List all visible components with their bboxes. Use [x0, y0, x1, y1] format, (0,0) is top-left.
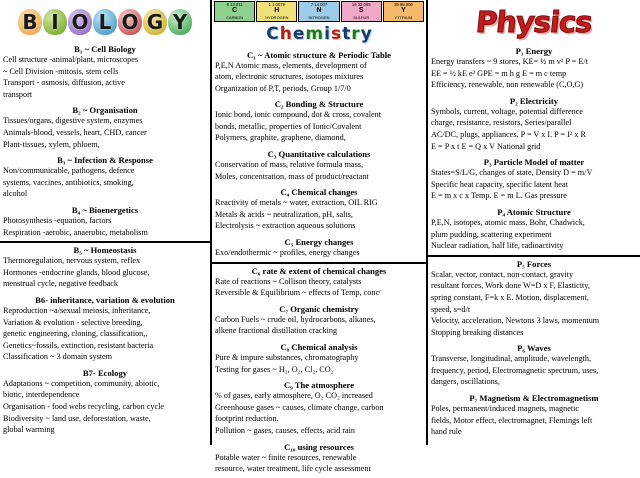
- element-name: SULFUR: [353, 14, 370, 20]
- biology-title-letter: Y: [168, 9, 192, 35]
- periodic-cell: [341, 1, 382, 22]
- physics-column: [428, 0, 640, 445]
- section-line: Greenhouse gases ~ causes, climate change, carbon: [215, 402, 384, 412]
- section-line: ~ Cell Division -mitosis, stem cells: [3, 66, 119, 76]
- section-line: Genetics~fossils, extinction, resistant bacteria: [3, 340, 154, 350]
- physics-section-p7: [428, 391, 640, 441]
- section-line: transport: [3, 89, 33, 99]
- section-line: Transport - osmosis, diffusion, active: [3, 78, 125, 88]
- element-symbol: C: [232, 7, 238, 14]
- section-line: Energy transfers ~ 9 stores, KE= ½ m v² P = E/t: [431, 57, 588, 66]
- element-mass: 14.007: [314, 2, 328, 7]
- chemistry-letter: y: [360, 24, 372, 44]
- biology-section-b1: [0, 42, 210, 103]
- section-line: Thermoregulation, nervous system, reflex: [3, 256, 141, 266]
- section-heading: C₁ ~ Atomic structure & Periodic Table: [247, 49, 391, 60]
- section-line: Pure & impure substances, chromatography: [215, 353, 359, 362]
- element-symbol: H: [274, 7, 280, 14]
- section-heading: C₇ Organic chemistry: [279, 303, 359, 314]
- section-line: plum pudding, scattering experiment: [431, 229, 552, 239]
- element-number: 39: [394, 2, 399, 7]
- chemistry-section-c3: [212, 147, 426, 185]
- chemistry-section-c6: [212, 264, 426, 302]
- chemistry-section-c10: [212, 440, 426, 478]
- section-line: Hormones -endocrine glands, blood glucose,: [3, 267, 150, 277]
- section-heading: P₁ Energy: [515, 46, 553, 56]
- section-line: speed, s=d/t: [431, 304, 471, 314]
- biology-title-letter: O: [118, 9, 142, 35]
- section-line: Tissues/organs, digestive system, enzymes: [3, 116, 143, 126]
- section-line: Pollution ~ gases, causes, effects, acid rain: [215, 425, 356, 435]
- section-line: AC/DC, plugs, appliances. P = V x I. P = I² x R: [431, 129, 586, 139]
- section-line: alkene fractional distillation cracking: [215, 326, 338, 336]
- section-heading: B₂ ~ Organisation: [72, 105, 138, 116]
- section-line: hand rule: [431, 427, 462, 437]
- element-number: 6: [226, 2, 229, 7]
- section-heading: C₅ Energy changes: [284, 237, 354, 248]
- section-line: Adaptations ~ competition, community, abiotic,: [3, 378, 160, 388]
- section-line: biotic, interdependence: [3, 390, 80, 400]
- element-mass: 1.0079: [272, 2, 285, 7]
- section-line: Velocity, acceleration, Newtons 3 laws, momentum: [431, 316, 600, 326]
- physics-section-p5: [428, 257, 640, 342]
- section-heading: B₄ ~ Bioenergetics: [71, 204, 139, 215]
- section-heading: P₆ Waves: [517, 343, 551, 354]
- section-line: Conservation of mass, relative formula mass,: [215, 160, 364, 170]
- section-heading: C₈ Chemical analysis: [280, 342, 358, 352]
- section-line: Potable water ~ finite resources, renewable: [215, 452, 357, 462]
- section-line: Poles, permanent/induced magnets, magnetic: [431, 404, 580, 414]
- section-line: Carbon Fuels ~ crude oil, hydrocarbons, alkanes,: [215, 314, 376, 324]
- chemistry-letter: t: [342, 24, 351, 44]
- section-line: resource, water treatment, life cycle assessment: [215, 464, 371, 474]
- physics-section-p3: [428, 155, 640, 205]
- element-mass: 32.065: [357, 2, 371, 7]
- section-line: Moles, concentration, mass of product/reactant: [215, 171, 369, 181]
- periodic-table-strip: [213, 1, 425, 22]
- chemistry-letter: s: [330, 24, 342, 44]
- section-line: Specific heat capacity, specific latent heat: [431, 179, 568, 189]
- section-heading: C₄ Chemical changes: [280, 187, 358, 198]
- section-line: footprint reduction.: [215, 414, 279, 424]
- section-line: States=S/L/G, changes of state, Density D = m/V: [431, 168, 593, 178]
- physics-section-p6: [428, 341, 640, 391]
- section-line: global warming: [3, 425, 55, 435]
- element-mass: 88.906: [399, 2, 413, 7]
- section-line: Classification ~ 3 domain system: [3, 352, 113, 362]
- section-line: Cell structure -animal/plant, microscopes: [3, 55, 139, 64]
- section-line: E = P x t E = Q x V National grid: [431, 141, 541, 151]
- element-mass: 12.011: [230, 2, 243, 7]
- section-line: Organisation - food webs recycling, carbon cycle: [3, 402, 165, 412]
- section-line: genetic engineering, cloning, classification,,: [3, 329, 148, 339]
- periodic-cell: [214, 1, 255, 22]
- chemistry-letter: h: [279, 24, 292, 44]
- section-line: menstrual cycle, negative feedback: [3, 279, 119, 289]
- section-line: Photosynthesis -equation, factors: [3, 215, 112, 225]
- section-line: charge, resistance, resistors, Series/parallel: [431, 118, 572, 128]
- section-line: Rate of reactions ~ Collison theory, catalysts: [215, 276, 362, 286]
- physics-section-p4: [428, 205, 640, 255]
- section-line: atom, electronic structures, isotopes mixtures: [215, 72, 364, 82]
- chemistry-letter: e: [292, 24, 305, 44]
- element-number: 16: [351, 2, 357, 7]
- element-name: NITROGEN: [308, 14, 330, 20]
- chemistry-letter: m: [305, 24, 324, 44]
- section-line: Polymers, graphite, graphene, diamond,: [215, 133, 346, 143]
- physics-section-p1: [428, 44, 640, 94]
- chemistry-section-c5: [212, 235, 426, 262]
- section-line: dangers, oscillations,: [431, 377, 500, 387]
- section-line: systems, vaccines, antibiotics, smoking,: [3, 177, 134, 187]
- chemistry-column: [212, 0, 428, 474]
- section-line: Stopping breaking distances: [431, 327, 524, 337]
- section-line: bonds, metallic, properties of Ionic/Covalent: [215, 121, 362, 131]
- section-line: Electrolysis ~ extraction aqueous solutions: [215, 221, 356, 231]
- biology-title-letter: G: [143, 9, 167, 35]
- section-heading: B₁ ~ Cell Biology: [74, 44, 136, 54]
- element-number: 7: [310, 2, 314, 7]
- chemistry-title-art: [212, 0, 426, 48]
- section-heading: P₅ Forces: [516, 258, 552, 269]
- section-line: Respiration -aerobic, anaerobic, metabolism: [3, 227, 148, 237]
- chemistry-section-c9: [212, 378, 426, 439]
- section-line: Reactivity of metals ~ water, extraction, OIL RIG: [215, 198, 378, 208]
- section-line: Scalar, vector, contact, non-contact, gravity: [431, 269, 574, 279]
- section-heading: C₂ Bonding & Structure: [274, 99, 364, 110]
- section-line: Transverse, longitudinal, amplitude, wavelength,: [431, 354, 592, 364]
- chemistry-letter: r: [351, 24, 360, 44]
- section-heading: B₅ ~ Homeostasis: [73, 245, 137, 256]
- section-heading: C₆ rate & extent of chemical changes: [251, 265, 387, 276]
- section-line: frequency, period, Electromagnetic spectrum, uses,: [431, 365, 599, 375]
- chemistry-section-c1: [212, 48, 426, 98]
- biology-section-b4: [0, 203, 210, 241]
- section-line: fields, Motor effect, electromagnet, Flemings left: [431, 415, 593, 425]
- biology-section-b5: [0, 243, 210, 293]
- section-line: P,E,N Atomic mass, elements, development of: [215, 60, 367, 70]
- section-line: Animals-blood, vessels, heart, CHD, cancer: [3, 127, 147, 137]
- physics-section-p2: [428, 94, 640, 155]
- section-line: Organization of P,T, periods, Group 1/7/0: [215, 83, 351, 93]
- section-line: E = m x c x Temp. E = m L. Gas pressure: [431, 191, 567, 201]
- section-line: Metals & acids ~ neutralization, pH, salts,: [215, 209, 353, 219]
- section-heading: B6- inheritance, variation & evolution: [35, 294, 175, 305]
- section-line: Ionic bond, ionic compound, dot & cross, covalent: [215, 110, 381, 120]
- element-symbol: N: [316, 7, 322, 14]
- section-line: Biodiversity ~ land use, deforestation, waste,: [3, 413, 151, 423]
- element-name: YTTRIUM: [394, 14, 413, 20]
- section-line: resultant forces, Work done W=D x F, Elasticity,: [431, 281, 590, 291]
- section-line: Nuclear radiation, half life, radioactivity: [431, 241, 564, 251]
- section-line: P,E,N, isotopes, atomic mass, Bohr, Chadwick,: [431, 217, 585, 227]
- biology-title-letter: L: [93, 9, 117, 35]
- biology-column: [0, 0, 212, 445]
- periodic-cell: [383, 1, 424, 22]
- section-heading: C₉ The atmosphere: [283, 380, 355, 391]
- section-heading: P₃ Particle Model of matter: [483, 157, 585, 168]
- chemistry-section-c2: [212, 97, 426, 147]
- section-heading: B₃ ~ Infection & Response: [57, 155, 153, 166]
- physics-title-art: [428, 0, 640, 44]
- section-heading: C₃ Quantitative calculations: [267, 149, 371, 160]
- chemistry-letter: C: [266, 24, 279, 44]
- section-line: % of gases, early atmosphere, O₂ CO₂ increased: [215, 391, 373, 401]
- biology-section-b3: [0, 153, 210, 203]
- biology-title-letter: I: [43, 9, 67, 35]
- chemistry-section-c4: [212, 185, 426, 235]
- biology-title-letter: B: [18, 9, 42, 35]
- section-heading: P₄ Atomic Structure: [497, 206, 571, 217]
- section-line: Symbols, current, voltage, potential difference: [431, 106, 583, 116]
- element-symbol: Y: [401, 7, 406, 14]
- section-line: alcohol: [3, 189, 28, 199]
- biology-section-b7: [0, 366, 210, 439]
- section-line: EE = ½ kE e² GPE = m h g E = m c temp: [431, 68, 567, 78]
- section-line: Exo/endothermic ~ profiles, energy changes: [215, 248, 360, 258]
- biology-title-art: [0, 0, 210, 42]
- periodic-cell: [256, 1, 297, 22]
- section-line: Testing for gases ~ H₂, O₂, Cl₂, CO₂: [215, 364, 334, 374]
- biology-title-letter: O: [68, 9, 92, 35]
- element-symbol: S: [358, 7, 364, 14]
- section-heading: B7- Ecology: [82, 367, 128, 378]
- chemistry-wordmark: [213, 22, 425, 48]
- biology-section-b2: [0, 103, 210, 153]
- element-name: CARBON: [226, 14, 244, 20]
- periodic-cell: [298, 1, 339, 22]
- section-heading: P₂ Electricity: [509, 95, 559, 106]
- element-number: 1: [268, 2, 271, 7]
- section-line: Non/communicable, pathogens, defence: [3, 166, 135, 176]
- section-line: Reproduction ~a/sexual meiosis, inheritance,: [3, 305, 151, 315]
- chemistry-section-c7: [212, 302, 426, 340]
- element-name: HYDROGEN: [265, 14, 289, 20]
- section-line: Efficiency, renewable, non renewable (C,O,G): [431, 80, 584, 90]
- biology-section-b6: [0, 293, 210, 366]
- section-line: Variation & evolution - selective breeding,: [3, 317, 143, 327]
- section-line: spring constant, F=k x E. Motion, displacement,: [431, 292, 589, 302]
- chemistry-section-c8: [212, 340, 426, 378]
- section-heading: C₁₀ using resources: [284, 441, 354, 452]
- physics-wordmark: Physics: [474, 5, 594, 39]
- section-line: Reversible & Equilibrium ~ effects of Temp, concʳ: [215, 288, 381, 298]
- section-line: Plant-tissues, xylem, phloem,: [3, 139, 100, 149]
- chemistry-letter: i: [324, 24, 330, 44]
- section-heading: P₇ Magnetism & Electromagnetism: [469, 393, 599, 404]
